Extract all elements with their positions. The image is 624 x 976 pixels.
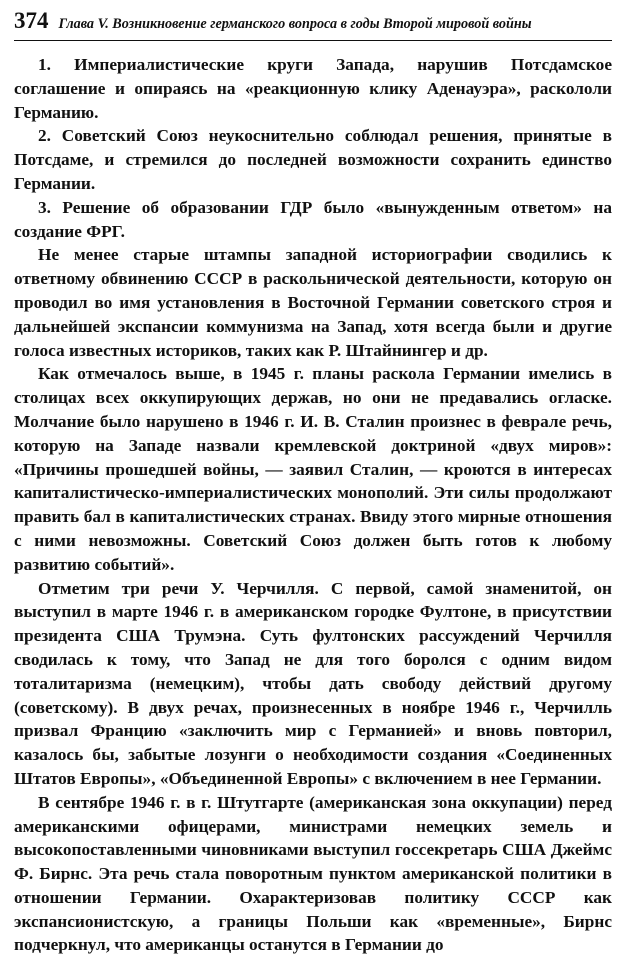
page-number: 374 — [14, 8, 49, 33]
body-text — [14, 53, 612, 957]
page-header — [14, 8, 612, 41]
paragraph: 2. Советский Союз неукоснительно соблюдал решения, принятые в Потсдаме, и стремился до последней возможности сохранить единство Германии. — [14, 126, 612, 193]
running-head: Глава V. Возникновение германского вопроса в годы Второй мировой войны — [58, 16, 532, 32]
paragraph: Отметим три речи У. Черчилля. С первой, самой знаменитой, он выступил в марте 1946 г. в американском городке Фултоне, в присутствии президента США Трумэна. Суть фултонских рассуждений Черчилля сводилась к тому, что Запад не для того боролся с одним видом тоталитаризма (немецким), чтобы дать свободу действий другому (советскому). В двух речах, произнесенных в ноябре 1946 г., Черчилль призвал Францию «заключить мир с Германией» и вновь повторил, казалось бы, забытые лозунги о необходимости создания «Соединенных Штатов Европы», «Объединенной Европы» с включением в нее Германии. — [14, 578, 612, 788]
paragraph: 1. Империалистические круги Запада, нарушив Потсдамское соглашение и опираясь на «реакционную клику Аденауэра», раскололи Германию. — [14, 55, 612, 122]
paragraph: 3. Решение об образовании ГДР было «вынужденным ответом» на создание ФРГ. — [14, 197, 612, 241]
paragraph: Не менее старые штампы западной историографии сводились к ответному обвинению СССР в раскольнической деятельности, которую он проводил во имя установления в Восточной Германии советского строя и дальнейшей экспансии коммунизма на Запад, хотя всегда были и другие голоса известных историков, таких как Р. Штайнингер и др. — [14, 245, 612, 360]
paragraph: Как отмечалось выше, в 1945 г. планы раскола Германии имелись в столицах всех оккупирующих держав, но они не предавались огласке. Молчание было нарушено в 1946 г. И. В. Сталин произнес в феврале речь, которую на Западе назвали кремлевской доктриной «двух миров»: «Причины прошедшей войны, — заявил Сталин, — кроются в интересах капиталистическо-империалистических монополий. Эти силы продолжают править бал в капиталистических странах. Ввиду этого мирные отношения с ними невозможны. Советский Союз должен быть готов к любому развитию событий». — [14, 364, 612, 574]
paragraph: В сентябре 1946 г. в г. Штутгарте (американская зона оккупации) перед американскими офицерами, министрами немецких земель и высокопоставленными чиновниками выступил госсекретарь США Джеймс Ф. Бирнс. Эта речь стала поворотным пунктом американской политики в отношении Германии. Охарактеризовав политику СССР как экспансионистскую, а границы Польши как «временные», Бирнс подчеркнул, что американцы останутся в Германии до — [14, 792, 612, 955]
book-page — [14, 8, 612, 957]
